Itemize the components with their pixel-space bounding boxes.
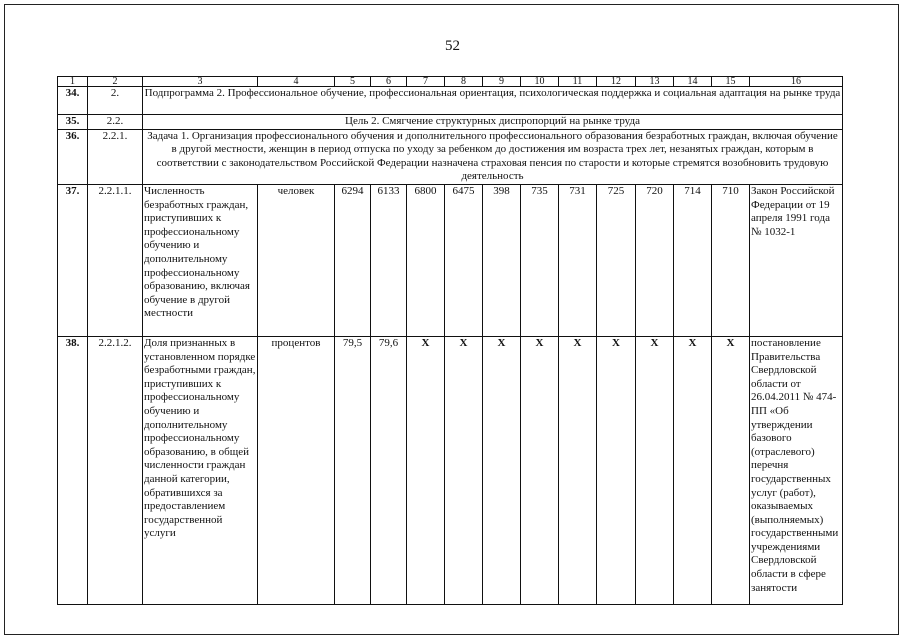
col-header: 2: [88, 77, 143, 87]
value-cell: 6475: [445, 184, 483, 336]
legal-source: Закон Российской Федерации от 19 апреля 1991 года № 1032-1: [750, 184, 843, 336]
row-number: 37.: [58, 184, 88, 336]
value-cell: Х: [407, 336, 445, 604]
table-row: [58, 129, 843, 184]
indicator-name: Численность безработных граждан, приступивших к профессиональному обучению и дополнительному профессиональному образованию, включая обучение в другой местности: [143, 184, 258, 336]
value-cell: Х: [445, 336, 483, 604]
value-cell: 725: [597, 184, 636, 336]
col-header: 3: [143, 77, 258, 87]
page-number: 52: [445, 38, 460, 54]
indicator-unit: процентов: [258, 336, 335, 604]
value-cell: Х: [521, 336, 559, 604]
row-code: 2.2.1.1.: [88, 184, 143, 336]
indicator-name: Доля признанных в установленном порядке безработными граждан, приступивших к профессиональному обучению и дополнительному профессиональному образованию, в общей численности граждан данной категории, обратившихся за предоставлением государственной услуги: [143, 336, 258, 604]
col-header: 6: [371, 77, 407, 87]
col-header: 12: [597, 77, 636, 87]
row-code: 2.: [88, 87, 143, 115]
value-cell: 6133: [371, 184, 407, 336]
value-cell: 735: [521, 184, 559, 336]
indicators-table: [57, 76, 843, 605]
col-header: 10: [521, 77, 559, 87]
goal-title: Цель 2. Смягчение структурных диспропорций на рынке труда: [143, 115, 843, 130]
value-cell: Х: [559, 336, 597, 604]
table-row: [58, 87, 843, 115]
row-code: 2.2.: [88, 115, 143, 130]
col-header: 13: [636, 77, 674, 87]
subprogram-title: Подпрограмма 2. Профессиональное обучение, профессиональная ориентация, психологическая поддержка и социальная адаптация на рынке труда: [143, 87, 843, 115]
value-cell: 720: [636, 184, 674, 336]
value-cell: Х: [483, 336, 521, 604]
row-code: 2.2.1.: [88, 129, 143, 184]
column-number-row: [58, 77, 843, 87]
col-header: 4: [258, 77, 335, 87]
col-header: 15: [712, 77, 750, 87]
col-header: 5: [335, 77, 371, 87]
row-code: 2.2.1.2.: [88, 336, 143, 604]
value-cell: Х: [597, 336, 636, 604]
value-cell: 79,6: [371, 336, 407, 604]
value-cell: 731: [559, 184, 597, 336]
table-row: [58, 115, 843, 130]
value-cell: Х: [712, 336, 750, 604]
task-title: Задача 1. Организация профессионального обучения и дополнительного профессионального образования безработных граждан, включая обучение в другой местности, женщин в период отпуска по уходу за ребенком до достижения им возраста трех лет, незанятых граждан, которым в соответствии с законодательством Российской Федерации назначена страховая пенсия по старости и которые стремятся возобновить трудовую деятельность: [143, 129, 843, 184]
value-cell: 710: [712, 184, 750, 336]
value-cell: 6294: [335, 184, 371, 336]
row-number: 36.: [58, 129, 88, 184]
value-cell: 79,5: [335, 336, 371, 604]
row-number: 34.: [58, 87, 88, 115]
table-row: [58, 184, 843, 336]
col-header: 14: [674, 77, 712, 87]
value-cell: 714: [674, 184, 712, 336]
value-cell: Х: [674, 336, 712, 604]
legal-source: постановление Правительства Свердловской области от 26.04.2011 № 474-ПП «Об утверждении базового (отраслевого) перечня государственных услуг (работ), оказываемых (выполняемых) государственными учреждениями Свердловской области в сфере занятости: [750, 336, 843, 604]
col-header: 8: [445, 77, 483, 87]
col-header: 9: [483, 77, 521, 87]
table-row: [58, 336, 843, 604]
col-header: 11: [559, 77, 597, 87]
col-header: 1: [58, 77, 88, 87]
value-cell: Х: [636, 336, 674, 604]
row-number: 35.: [58, 115, 88, 130]
col-header: 7: [407, 77, 445, 87]
indicator-unit: человек: [258, 184, 335, 336]
value-cell: 6800: [407, 184, 445, 336]
value-cell: 398: [483, 184, 521, 336]
col-header: 16: [750, 77, 843, 87]
row-number: 38.: [58, 336, 88, 604]
